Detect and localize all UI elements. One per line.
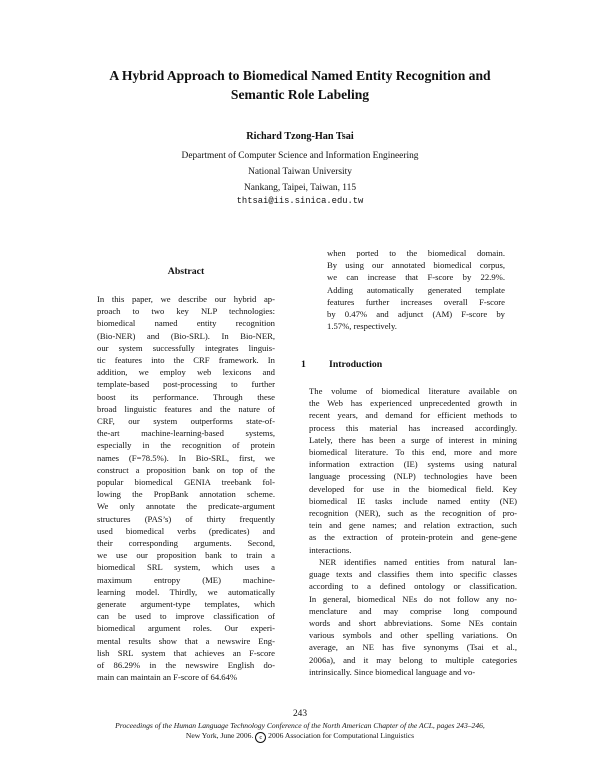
abstract-line: We only annotate the predicate-argument [97,501,275,512]
abstract-line: boost its performance. Through these [97,391,275,402]
abstract-line: (Bio-NER) and (Bio-SRL). In Bio-NER, [97,330,275,341]
introduction-p1-line: as the extraction of protein-protein and gene-gene [309,532,517,543]
abstract-line: maximum entropy (ME) machine- [97,574,275,585]
abstract-line: names (F=78.5%). In Bio-SRL, first, we [97,452,275,463]
abstract-line: lowing the PropBank annotation scheme. [97,489,275,500]
introduction-p2-line: intrinsically. Since biomedical language and vo- [309,666,476,677]
introduction-p1-line: interactions. [309,544,352,555]
abstract-heading: Abstract [167,266,205,277]
abstract-continuation-line: features further increases overall F-score [327,296,505,307]
introduction-p1-line: language processing (NLP) technologies have been [309,471,517,482]
abstract-line: popular biomedical GENIA treebank fol- [97,477,275,488]
section-title: Introduction [329,359,383,370]
introduction-p2-line: NER identifies named entities from natural lan- [319,557,517,567]
author-email[interactable]: thtsai@iis.sinica.edu.tw [236,196,364,206]
abstract-line: the-art machine-learning-based systems, [97,428,275,439]
abstract-continuation-line: when ported to the biomedical domain. [327,248,505,258]
footer-line-2 [60,731,540,743]
introduction-p1-line: biomedical literature. To this end, more and more [309,447,517,458]
introduction-p2-line: 2006a), and it may belong to multiple categories [309,654,517,665]
introduction-p2-line: words and short abbreviations. Some NEs contain [309,618,517,629]
abstract-line: biomedical SRL system, which uses a [97,562,275,573]
abstract-continuation-line: we can increase that F-score by 22.9%. [327,272,505,283]
introduction-p1-line: developed for use in the biomedical field. Key [309,483,517,494]
abstract-line: main can maintain an F-score of 64.64% [97,672,238,683]
abstract-continuation [327,247,505,332]
introduction-p1-line: recognition (NER), such as the recognition of pro- [309,508,517,519]
introduction-p1-line: recent years, and demand for efficient methods to [309,410,517,421]
abstract-continuation-line: by 0.47% and adjunct (AM) F-score by [327,309,505,320]
introduction-p1-line: tein and gene names; and relation extraction, such [309,520,517,531]
abstract-line: CRF, our system outperforms state-of- [97,416,275,427]
abstract-line: broad linguistic features and the nature of [97,403,275,414]
introduction-p1-line: The volume of biomedical literature available on [309,386,517,396]
abstract-line: structures (PAS’s) of thirty frequently [97,513,275,524]
affiliation-address: Nankang, Taipei, Taiwan, 115 [243,183,357,193]
abstract-line: especially in the recognition of protein [97,440,275,451]
abstract-body [97,293,275,684]
abstract-line: biomedical named entity recognition [97,318,275,329]
paper-title [60,66,540,104]
abstract-continuation-line: Adding automatically generated template [327,284,505,295]
abstract-line: lish SRL system that achieves an F-score [97,647,275,658]
abstract-line: can be used to improve classification of [97,611,275,622]
introduction-p2-line: average, an NE has five synonyms (Tsai et al., [309,642,517,653]
section-heading-introduction [301,359,382,370]
abstract-line: generate argument-type templates, which [97,599,275,610]
title-line-1: A Hybrid Approach to Biomedical Named Entity Recognition and [109,68,491,83]
introduction-p2-line: In general, biomedical NEs do not follow any no- [309,593,517,604]
abstract-line: In this paper, we describe our hybrid ap- [97,294,275,304]
abstract-line: used biomedical verbs (predicates) and [97,525,275,536]
abstract-line: of 86.29% in the newswire English do- [97,660,275,671]
abstract-line: their corresponding arguments. Second, [97,538,275,549]
abstract-line: template-based post-processing to further [97,379,275,390]
introduction-paragraph-2 [309,556,517,678]
introduction-p2-line: menclature and may comprise long compound [309,605,517,616]
footer-copyright: 2006 Association for Computational Linguistics [268,730,415,740]
footer-line-1: Proceedings of the Human Language Technology Conference of the North American Chapter of the ACL, pages 243–246, [115,721,485,730]
copyright-icon: c [255,732,266,743]
introduction-p1-line: the Web has experienced unprecedented growth in [309,398,517,409]
affiliation-department: Department of Computer Science and Information Engineering [181,151,419,161]
abstract-line: addition, we employ web lexicons and [97,367,275,378]
introduction-paragraph-1 [309,385,517,556]
introduction-p2-line: guage texts and classifies them into specific classes [309,569,517,580]
abstract-line: proach to two key NLP technologies: [97,306,275,317]
abstract-continuation-line: By using our annotated biomedical corpus, [327,260,505,271]
introduction-p1-line: Lately, there has been a surge of interest in mining [309,434,517,445]
title-line-2: Semantic Role Labeling [230,87,370,102]
affiliation-university: National Taiwan University [248,167,352,177]
abstract-line: construct a proposition bank on top of the [97,464,275,475]
abstract-line: tic features into the CRF framework. In [97,355,275,366]
introduction-p2-line: according to a defined ontology or classification. [309,581,517,592]
introduction-p1-line: process this material has increased accordingly. [309,422,517,433]
section-number: 1 [301,359,306,370]
footer-location-date: New York, June 2006. [185,730,254,740]
abstract-line: biomedical argument roles. Our experi- [97,623,275,634]
proceedings-footer [60,721,540,743]
abstract-line: our system successfully integrates linguis- [97,342,275,353]
author-name: Richard Tzong-Han Tsai [246,131,354,142]
introduction-p2-line: various symbols and other spelling variations. On [309,630,517,641]
abstract-line: learning model. Thirdly, we automatically [97,586,275,597]
introduction-p1-line: information extraction (IE) systems using natural [309,459,517,470]
page-number: 243 [292,709,308,719]
abstract-line: we use our proposition bank to train a [97,550,275,561]
abstract-continuation-line: 1.57%, respectively. [327,321,397,332]
abstract-line: mental results show that a newswire Eng- [97,635,275,646]
introduction-p1-line: biomedical IE tasks include named entity (NE) [309,495,517,506]
